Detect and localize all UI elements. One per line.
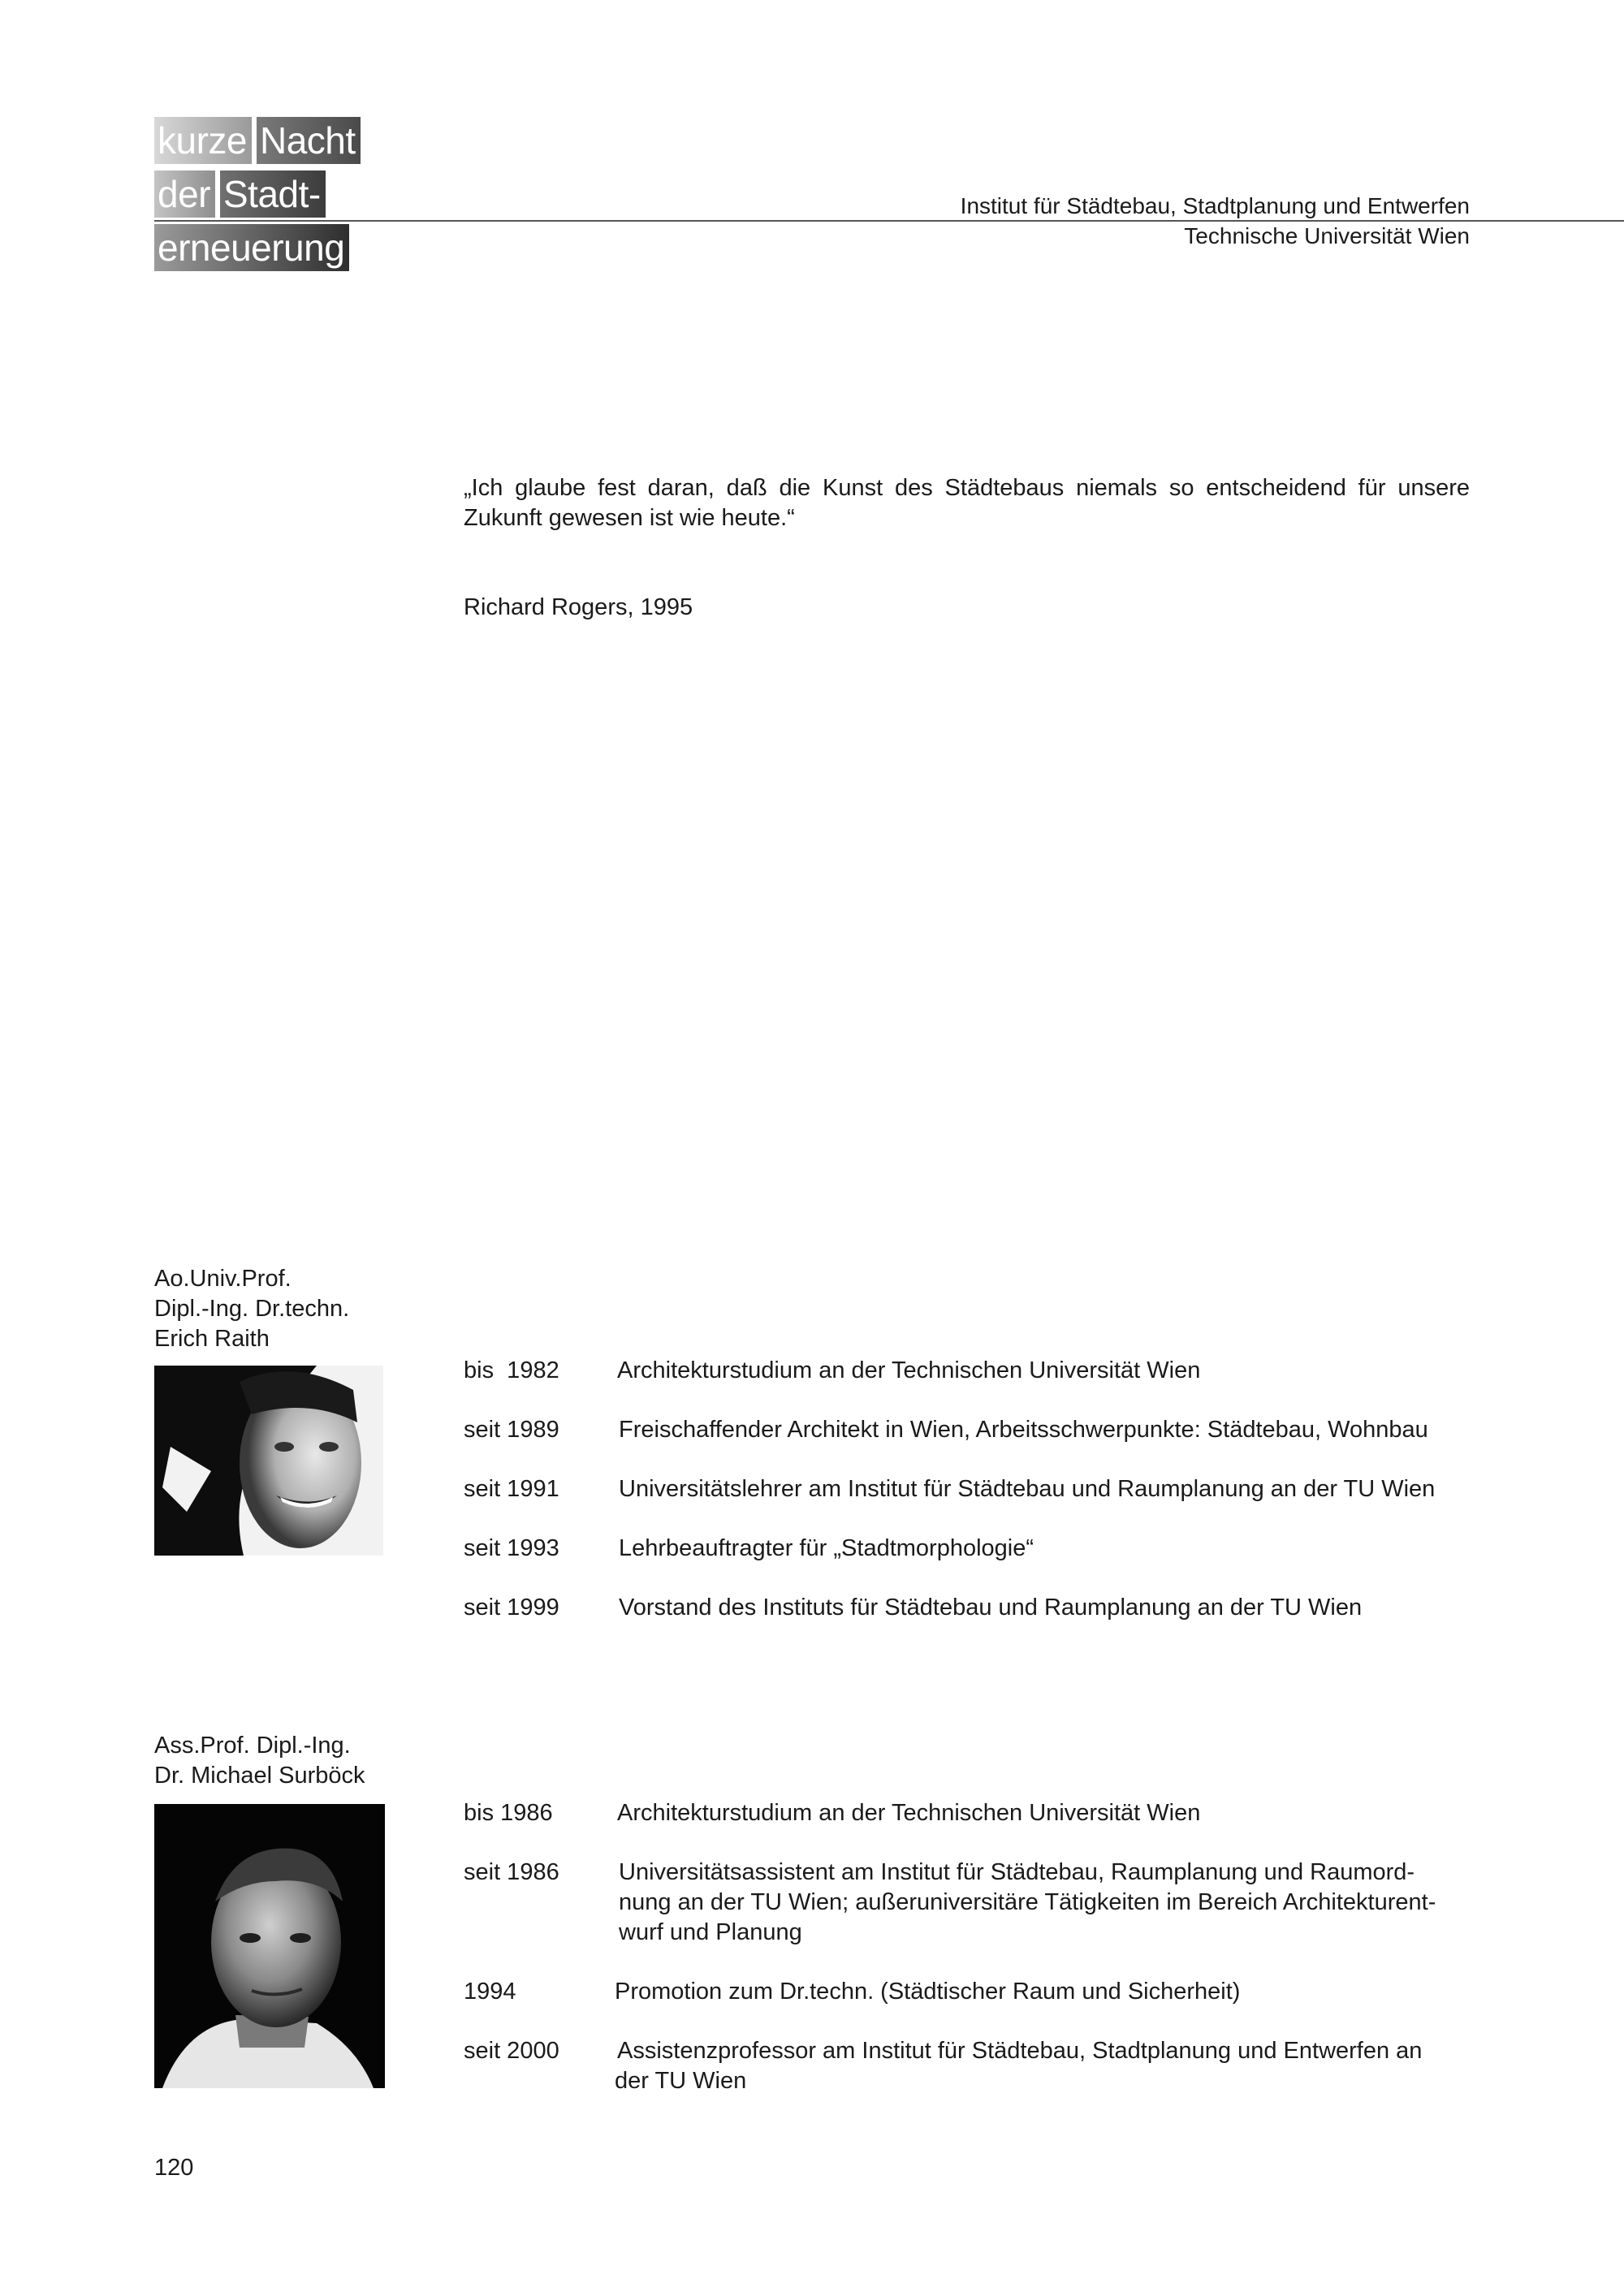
cv-date: seit 2000: [464, 2038, 559, 2064]
cv-date: seit 1993: [464, 1535, 559, 1561]
cv-date: seit 1986: [464, 1859, 559, 1885]
page-number: 120: [154, 2155, 194, 2181]
logo-word: Stadt-: [220, 170, 326, 218]
cv-text-line: Assistenzprofessor am Institut für Städtebau, Stadtplanung und Entwerfen an: [617, 2038, 1423, 2064]
logo-word: kurze: [154, 117, 252, 164]
logo-word: erneuerung: [154, 224, 349, 271]
cv-text: Vorstand des Instituts für Städtebau und Raumplanung an der TU Wien: [619, 1595, 1363, 1621]
cv-date: 1994: [464, 1979, 516, 2005]
logo-line-2: [154, 170, 326, 218]
cv-text: Promotion zum Dr.techn. (Städtischer Raum und Sicherheit): [615, 1979, 1241, 2005]
cv-date: seit 1991: [464, 1476, 559, 1502]
cv-text: Universitätslehrer am Institut für Städtebau und Raumplanung an der TU Wien: [619, 1476, 1436, 1502]
cv-text-line: Universitätsassistent am Institut für Städtebau, Raumplanung und Raumord-: [619, 1859, 1415, 1885]
person-title-line: Dipl.-Ing. Dr.techn.: [154, 1296, 350, 1322]
logo-word: Nacht: [257, 117, 361, 164]
cv-date: seit 1989: [464, 1417, 559, 1443]
portrait-photo: [154, 1366, 383, 1556]
cv-date: seit 1999: [464, 1595, 559, 1621]
cv-text-line: nung an der TU Wien; außeruniversitäre Tätigkeiten im Bereich Architekturent-: [619, 1889, 1436, 1915]
logo-word: der: [154, 170, 215, 218]
cv-date: bis 1986: [464, 1800, 553, 1826]
institute-name: Institut für Städtebau, Stadtplanung und Entwerfen: [960, 193, 1470, 218]
portrait-photo: [154, 1804, 385, 2088]
quote-author: Richard Rogers, 1995: [464, 594, 693, 620]
logo-line-3: [154, 224, 349, 271]
person-name: Dr. Michael Surböck: [154, 1763, 365, 1789]
person-title-line: Ass.Prof. Dipl.-Ing.: [154, 1733, 351, 1759]
cv-date: bis 1982: [464, 1357, 559, 1383]
person-title-line: Ao.Univ.Prof.: [154, 1266, 292, 1292]
cv-text: Lehrbeauftragter für „Stadtmorphologie“: [619, 1535, 1034, 1561]
cv-text-line: der TU Wien: [615, 2068, 747, 2094]
logo-line-1: [154, 117, 361, 164]
quote-text: „Ich glaube fest daran, daß die Kunst des Städtebaus niemals so entscheidend für unsere Zukunft gewesen ist wie heute.“: [464, 475, 1470, 531]
cv-text: Freischaffender Architekt in Wien, Arbeitsschwerpunkte: Städtebau, Wohnbau: [619, 1417, 1428, 1443]
cv-text: Architekturstudium an der Technischen Universität Wien: [617, 1357, 1201, 1383]
cv-text-line: wurf und Planung: [619, 1919, 802, 1945]
header-rule: [154, 220, 1624, 222]
university-name: Technische Universität Wien: [1184, 223, 1470, 248]
person-name: Erich Raith: [154, 1326, 270, 1352]
cv-text: Architekturstudium an der Technischen Universität Wien: [617, 1800, 1201, 1826]
